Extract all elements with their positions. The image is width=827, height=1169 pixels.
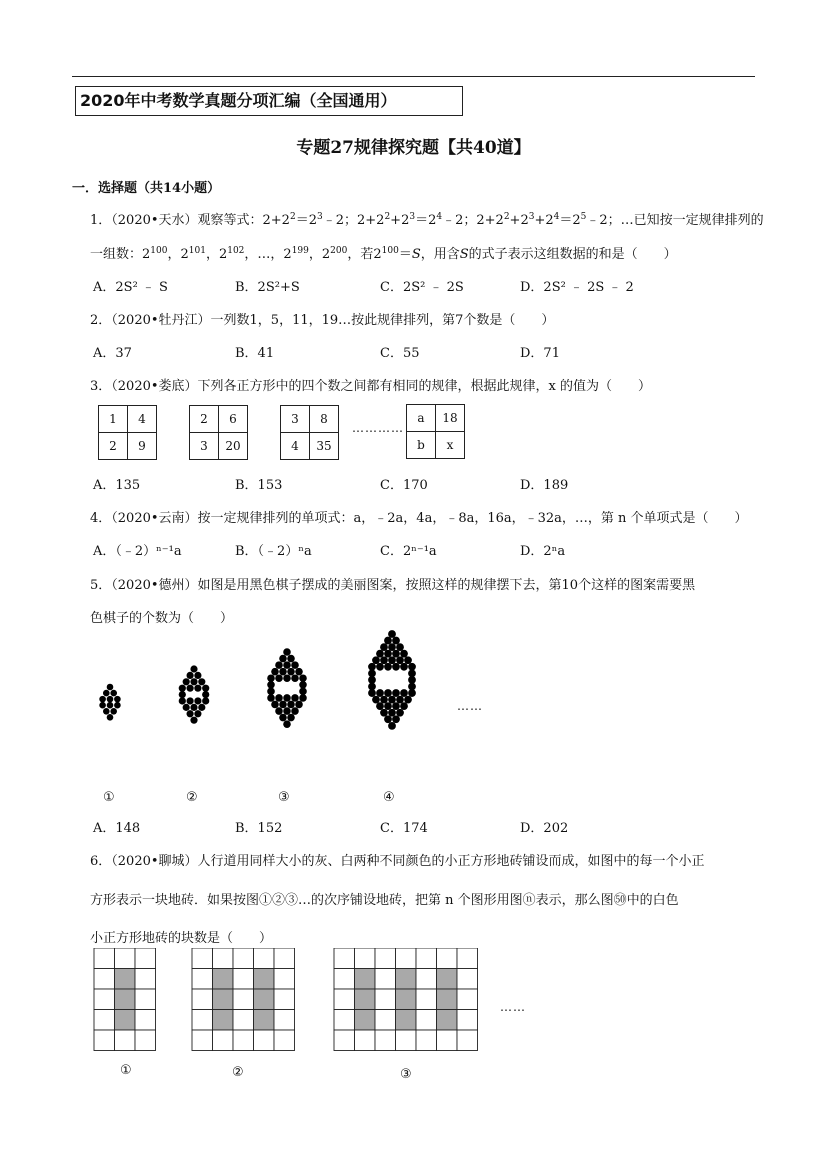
chess-piece-dot bbox=[388, 643, 396, 651]
gray-tile bbox=[254, 969, 275, 990]
series-header: 2020年中考数学真题分项汇编（全国通用） bbox=[75, 86, 463, 116]
tile-grid-1 bbox=[94, 948, 156, 1051]
chess-piece-dot bbox=[194, 685, 201, 692]
white-tile bbox=[192, 1010, 213, 1031]
white-tile bbox=[274, 969, 295, 990]
chess-piece-dot bbox=[408, 689, 416, 697]
gray-tile bbox=[355, 969, 376, 990]
white-tile bbox=[233, 989, 254, 1010]
chess-piece-dot bbox=[392, 650, 400, 658]
chess-piece-dot bbox=[384, 663, 392, 671]
cell: 35 bbox=[310, 433, 339, 460]
chess-piece-dot bbox=[198, 704, 205, 711]
white-tile bbox=[94, 1030, 115, 1051]
white-tile bbox=[416, 948, 437, 969]
page-title: 专题27规律探究题【共40道】 bbox=[296, 138, 531, 158]
chess-piece-dot bbox=[275, 694, 283, 702]
chess-piece-dot bbox=[396, 643, 404, 651]
chess-piece-dot bbox=[283, 720, 291, 728]
chess-piece-dot bbox=[283, 661, 291, 669]
q5-line2: 色棋子的个数为（ ） bbox=[90, 611, 234, 626]
chess-piece-dot bbox=[380, 656, 388, 664]
chess-piece-dot bbox=[190, 665, 197, 672]
chess-piece-dot bbox=[287, 668, 295, 676]
gray-tile bbox=[396, 1010, 417, 1031]
section-heading: 一．选择题（共14小题） bbox=[72, 181, 221, 196]
pattern-3 bbox=[267, 648, 307, 728]
cell: 3 bbox=[190, 433, 219, 460]
chess-piece-dot bbox=[107, 714, 114, 721]
q3-square-1 bbox=[98, 405, 157, 460]
chess-piece-dot bbox=[396, 656, 404, 664]
pattern-4 bbox=[368, 630, 416, 730]
chess-piece-dot bbox=[99, 702, 106, 709]
q3-square-4 bbox=[406, 404, 465, 459]
white-tile bbox=[135, 989, 156, 1010]
chess-piece-dot bbox=[299, 694, 307, 702]
white-tile bbox=[457, 1030, 478, 1051]
white-tile bbox=[254, 1030, 275, 1051]
q6-tile-grids bbox=[90, 948, 510, 1058]
chess-piece-dot bbox=[299, 681, 307, 689]
q1-line2: 一组数：$2^{100}$，$2^{101}$，$2^{102}$，…，$2^{199}$，$2^{200}$，若$2^{100}=S$，用含S的式子表示这组数据的和是（ ） bbox=[90, 246, 677, 262]
gray-tile bbox=[213, 1010, 234, 1031]
chess-piece-dot bbox=[279, 714, 287, 722]
chess-piece-dot bbox=[400, 702, 408, 710]
q4-text: 4．（2020•云南）按一定规律排列的单项式：a，﹣2a，4a，﹣8a，16a，﹣32a，…，第 n 个单项式是（ ） bbox=[90, 511, 748, 526]
chess-piece-dot bbox=[384, 637, 392, 645]
q5-option-d[interactable]: D．202 bbox=[520, 821, 569, 836]
q6-label-1: ① bbox=[120, 1063, 132, 1078]
gray-tile bbox=[437, 1010, 458, 1031]
chess-piece-dot bbox=[400, 650, 408, 658]
chess-piece-dot bbox=[190, 704, 197, 711]
chess-piece-dot bbox=[107, 702, 114, 709]
chess-piece-dot bbox=[202, 697, 209, 704]
q6-ellipsis: …… bbox=[500, 1000, 526, 1014]
white-tile bbox=[213, 1030, 234, 1051]
q3-option-c[interactable]: C．170 bbox=[380, 478, 428, 493]
chess-piece-dot bbox=[295, 701, 303, 709]
white-tile bbox=[355, 1030, 376, 1051]
chess-piece-dot bbox=[190, 678, 197, 685]
chess-piece-dot bbox=[279, 668, 287, 676]
chess-piece-dot bbox=[384, 689, 392, 697]
chess-piece-dot bbox=[283, 648, 291, 656]
chess-piece-dot bbox=[114, 702, 121, 709]
white-tile bbox=[396, 1030, 417, 1051]
chess-piece-dot bbox=[384, 702, 392, 710]
chess-piece-dot bbox=[384, 650, 392, 658]
q2-option-c[interactable]: C．55 bbox=[380, 346, 420, 361]
gray-tile bbox=[396, 969, 417, 990]
white-tile bbox=[416, 1010, 437, 1031]
chess-piece-dot bbox=[400, 663, 408, 671]
white-tile bbox=[375, 989, 396, 1010]
top-rule bbox=[72, 76, 755, 77]
gray-tile bbox=[254, 989, 275, 1010]
white-tile bbox=[94, 989, 115, 1010]
white-tile bbox=[233, 969, 254, 990]
chess-piece-dot bbox=[187, 697, 194, 704]
chess-piece-dot bbox=[388, 709, 396, 717]
white-tile bbox=[437, 1030, 458, 1051]
white-tile bbox=[457, 1010, 478, 1031]
chess-piece-dot bbox=[384, 715, 392, 723]
chess-piece-dot bbox=[388, 696, 396, 704]
chess-piece-dot bbox=[299, 674, 307, 682]
chess-piece-dot bbox=[110, 690, 117, 697]
chess-piece-dot bbox=[283, 694, 291, 702]
q3-text: 3．（2020•娄底）下列各正方形中的四个数之间都有相同的规律，根据此规律，x 的值为（ ） bbox=[90, 379, 651, 394]
white-tile bbox=[355, 948, 376, 969]
white-tile bbox=[192, 989, 213, 1010]
cell: 8 bbox=[310, 406, 339, 433]
chess-piece-dot bbox=[187, 685, 194, 692]
white-tile bbox=[115, 1030, 136, 1051]
chess-piece-dot bbox=[267, 681, 275, 689]
chess-piece-dot bbox=[287, 701, 295, 709]
white-tile bbox=[135, 948, 156, 969]
chess-piece-dot bbox=[194, 710, 201, 717]
chess-piece-dot bbox=[372, 656, 380, 664]
chess-piece-dot bbox=[283, 674, 291, 682]
chess-piece-dot bbox=[388, 656, 396, 664]
chess-piece-dot bbox=[392, 663, 400, 671]
chess-piece-dot bbox=[380, 709, 388, 717]
gray-tile bbox=[437, 969, 458, 990]
chess-piece-dot bbox=[388, 722, 396, 730]
q3-option-b[interactable]: B．153 bbox=[235, 478, 283, 493]
chess-piece-dot bbox=[183, 704, 190, 711]
white-tile bbox=[334, 989, 355, 1010]
chess-piece-dot bbox=[179, 697, 186, 704]
cell: 3 bbox=[281, 406, 310, 433]
cell: 20 bbox=[219, 433, 248, 460]
white-tile bbox=[192, 948, 213, 969]
chess-piece-dot bbox=[99, 696, 106, 703]
chess-piece-dot bbox=[202, 691, 209, 698]
q3-square-2 bbox=[189, 405, 248, 460]
chess-piece-dot bbox=[376, 663, 384, 671]
white-tile bbox=[334, 1030, 355, 1051]
white-tile bbox=[94, 969, 115, 990]
q5-option-b[interactable]: B．152 bbox=[235, 821, 283, 836]
chess-piece-dot bbox=[271, 668, 279, 676]
cell: 2 bbox=[99, 433, 128, 460]
cell: 9 bbox=[128, 433, 157, 460]
gray-tile bbox=[437, 989, 458, 1010]
white-tile bbox=[135, 969, 156, 990]
q4-option-b[interactable]: B．（﹣2）ⁿa bbox=[235, 544, 312, 559]
chess-piece-dot bbox=[404, 656, 412, 664]
q1-line1: 1．（2020•天水）观察等式：$2+2^2=2^3﹣2$；$2+2^2+2^3=2^4﹣2$；$2+2^2+2^3+2^4=2^5﹣2$；…已知按一定规律排列的 bbox=[90, 212, 764, 228]
q5-dot-patterns bbox=[80, 625, 500, 790]
white-tile bbox=[334, 969, 355, 990]
white-tile bbox=[233, 948, 254, 969]
white-tile bbox=[213, 948, 234, 969]
q3-option-a[interactable]: A．135 bbox=[93, 478, 141, 493]
chess-piece-dot bbox=[267, 674, 275, 682]
chess-piece-dot bbox=[368, 689, 376, 697]
chess-piece-dot bbox=[396, 709, 404, 717]
chess-piece-dot bbox=[202, 685, 209, 692]
white-tile bbox=[375, 1030, 396, 1051]
gray-tile bbox=[115, 989, 136, 1010]
white-tile bbox=[135, 1030, 156, 1051]
q5-line1: 5．（2020•德州）如图是用黑色棋子摆成的美丽图案，按照这样的规律摆下去，第10个这样的图案需要黑 bbox=[90, 578, 696, 593]
chess-piece-dot bbox=[275, 661, 283, 669]
white-tile bbox=[115, 948, 136, 969]
chess-piece-dot bbox=[380, 643, 388, 651]
chess-piece-dot bbox=[380, 696, 388, 704]
white-tile bbox=[416, 969, 437, 990]
chess-piece-dot bbox=[275, 707, 283, 715]
q2-option-d[interactable]: D．71 bbox=[520, 346, 560, 361]
chess-piece-dot bbox=[194, 697, 201, 704]
chess-piece-dot bbox=[295, 668, 303, 676]
white-tile bbox=[334, 948, 355, 969]
chess-piece-dot bbox=[187, 710, 194, 717]
cell: b bbox=[407, 432, 436, 459]
chess-piece-dot bbox=[183, 678, 190, 685]
white-tile bbox=[274, 989, 295, 1010]
gray-tile bbox=[254, 1010, 275, 1031]
cell: 2 bbox=[190, 406, 219, 433]
chess-piece-dot bbox=[279, 701, 287, 709]
white-tile bbox=[437, 948, 458, 969]
white-tile bbox=[135, 1010, 156, 1031]
chess-piece-dot bbox=[110, 708, 117, 715]
cell: 18 bbox=[436, 405, 465, 432]
white-tile bbox=[233, 1010, 254, 1031]
chess-piece-dot bbox=[194, 672, 201, 679]
chess-piece-dot bbox=[179, 691, 186, 698]
chess-piece-dot bbox=[114, 696, 121, 703]
q2-option-a[interactable]: A．37 bbox=[93, 346, 132, 361]
gray-tile bbox=[355, 1010, 376, 1031]
chess-piece-dot bbox=[198, 678, 205, 685]
white-tile bbox=[375, 969, 396, 990]
chess-piece-dot bbox=[376, 702, 384, 710]
q6-label-3: ③ bbox=[400, 1067, 412, 1082]
q3-option-d[interactable]: D．189 bbox=[520, 478, 569, 493]
chess-piece-dot bbox=[299, 688, 307, 696]
chess-piece-dot bbox=[376, 650, 384, 658]
q5-ellipsis: …… bbox=[457, 699, 483, 713]
q5-label-1: ① bbox=[103, 790, 115, 805]
white-tile bbox=[396, 948, 417, 969]
chess-piece-dot bbox=[396, 696, 404, 704]
chess-piece-dot bbox=[187, 672, 194, 679]
white-tile bbox=[334, 1010, 355, 1031]
chess-piece-dot bbox=[107, 696, 114, 703]
chess-piece-dot bbox=[392, 689, 400, 697]
q2-text: 2．（2020•牡丹江）一列数1，5，11，19…按此规律排列，第7个数是（ ） bbox=[90, 313, 555, 328]
gray-tile bbox=[115, 969, 136, 990]
white-tile bbox=[192, 1030, 213, 1051]
tile-grid-2 bbox=[192, 948, 295, 1051]
chess-piece-dot bbox=[267, 694, 275, 702]
q1-option-d[interactable]: D．2S² ﹣ 2S ﹣ 2 bbox=[520, 280, 634, 295]
white-tile bbox=[254, 948, 275, 969]
pattern-1 bbox=[99, 684, 120, 721]
chess-piece-dot bbox=[291, 674, 299, 682]
chess-piece-dot bbox=[190, 717, 197, 724]
chess-piece-dot bbox=[376, 689, 384, 697]
q5-label-2: ② bbox=[186, 790, 198, 805]
gray-tile bbox=[115, 1010, 136, 1031]
chess-piece-dot bbox=[279, 655, 287, 663]
q5-option-a[interactable]: A．148 bbox=[93, 821, 141, 836]
white-tile bbox=[416, 1030, 437, 1051]
chess-piece-dot bbox=[287, 714, 295, 722]
gray-tile bbox=[396, 989, 417, 1010]
chess-piece-dot bbox=[291, 707, 299, 715]
q6-line2: 方形表示一块地砖．如果按图①②③…的次序铺设地砖，把第 n 个图形用图ⓝ表示，那么图㊿中的白色 bbox=[90, 893, 679, 908]
white-tile bbox=[416, 989, 437, 1010]
chess-piece-dot bbox=[404, 696, 412, 704]
q2-option-b[interactable]: B．41 bbox=[235, 346, 275, 361]
chess-piece-dot bbox=[392, 715, 400, 723]
cell: 4 bbox=[128, 406, 157, 433]
chess-piece-dot bbox=[283, 707, 291, 715]
q3-ellipsis: ………… bbox=[352, 421, 404, 435]
white-tile bbox=[457, 969, 478, 990]
chess-piece-dot bbox=[271, 701, 279, 709]
chess-piece-dot bbox=[103, 690, 110, 697]
white-tile bbox=[274, 1030, 295, 1051]
white-tile bbox=[192, 969, 213, 990]
q6-line3: 小正方形地砖的块数是（ ） bbox=[90, 931, 273, 946]
white-tile bbox=[274, 948, 295, 969]
q1-option-b[interactable]: B．2S²+S bbox=[235, 280, 300, 295]
q3-square-3 bbox=[280, 405, 339, 460]
chess-piece-dot bbox=[372, 696, 380, 704]
white-tile bbox=[274, 1010, 295, 1031]
cell: x bbox=[436, 432, 465, 459]
q5-option-c[interactable]: C．174 bbox=[380, 821, 428, 836]
tile-grid-3 bbox=[334, 948, 478, 1051]
gray-tile bbox=[213, 969, 234, 990]
q5-label-4: ④ bbox=[383, 790, 395, 805]
q4-option-a[interactable]: A．（﹣2）ⁿ⁻¹a bbox=[93, 544, 182, 559]
chess-piece-dot bbox=[392, 637, 400, 645]
chess-piece-dot bbox=[400, 689, 408, 697]
cell: 4 bbox=[281, 433, 310, 460]
chess-piece-dot bbox=[291, 661, 299, 669]
chess-piece-dot bbox=[267, 688, 275, 696]
white-tile bbox=[94, 948, 115, 969]
q4-option-d[interactable]: D．2ⁿa bbox=[520, 544, 566, 559]
white-tile bbox=[457, 989, 478, 1010]
q1-option-a[interactable]: A．2S² ﹣ S bbox=[93, 280, 168, 295]
pattern-2 bbox=[179, 665, 210, 723]
chess-piece-dot bbox=[107, 684, 114, 691]
white-tile bbox=[233, 1030, 254, 1051]
chess-piece-dot bbox=[179, 685, 186, 692]
chess-piece-dot bbox=[103, 708, 110, 715]
white-tile bbox=[457, 948, 478, 969]
cell: 1 bbox=[99, 406, 128, 433]
gray-tile bbox=[355, 989, 376, 1010]
gray-tile bbox=[213, 989, 234, 1010]
chess-piece-dot bbox=[291, 694, 299, 702]
white-tile bbox=[375, 948, 396, 969]
cell: a bbox=[407, 405, 436, 432]
q1-option-c[interactable]: C．2S² ﹣ 2S bbox=[380, 280, 464, 295]
q4-option-c[interactable]: C．2ⁿ⁻¹a bbox=[380, 544, 437, 559]
q6-label-2: ② bbox=[232, 1065, 244, 1080]
cell: 6 bbox=[219, 406, 248, 433]
chess-piece-dot bbox=[392, 702, 400, 710]
q6-line1: 6．（2020•聊城）人行道用同样大小的灰、白两种不同颜色的小正方形地砖铺设而成，如图中的每一个小正 bbox=[90, 854, 705, 869]
white-tile bbox=[375, 1010, 396, 1031]
chess-piece-dot bbox=[275, 674, 283, 682]
chess-piece-dot bbox=[388, 630, 396, 638]
q5-label-3: ③ bbox=[278, 790, 290, 805]
white-tile bbox=[94, 1010, 115, 1031]
chess-piece-dot bbox=[287, 655, 295, 663]
